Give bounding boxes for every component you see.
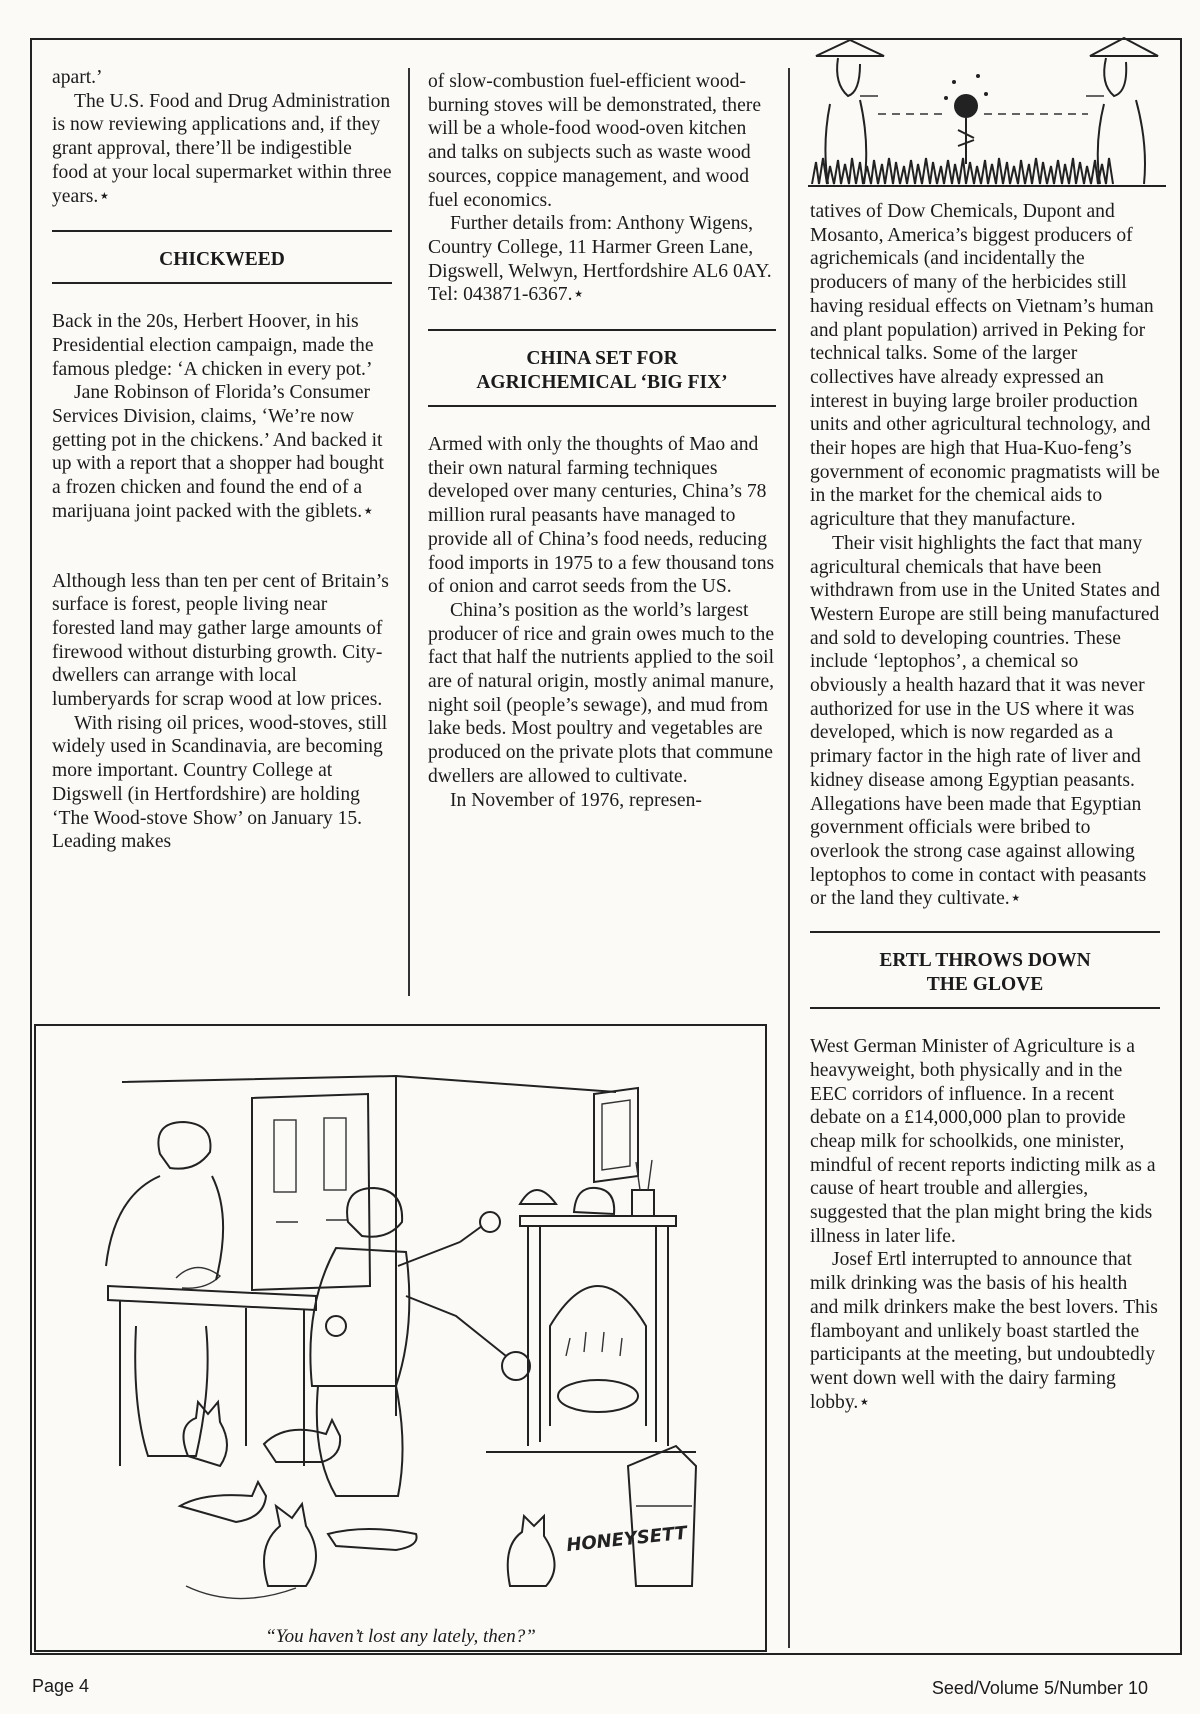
rule bbox=[428, 329, 776, 331]
paragraph-fda: The U.S. Food and Drug Administration is now reviewing applications and, if they grant approval, there’ll be indigestible food at your local supermarket within three years.⋆ bbox=[52, 90, 392, 207]
peasants-illustration bbox=[808, 34, 1168, 204]
column-rule-2 bbox=[788, 68, 790, 1648]
column-2 bbox=[428, 70, 776, 812]
table bbox=[108, 1267, 316, 1466]
ceiling-line bbox=[122, 1076, 616, 1092]
paragraph-ertl-2: Josef Ertl interrupted to announce that milk drinking was the basis of his health and milk drinkers make the best lovers. This flamboyant and unlikely boast startled the participants at the meeting, but undoubtedly went down well with the dairy farming lobby.⋆ bbox=[810, 1249, 1158, 1413]
mantel-ornaments bbox=[520, 1160, 654, 1216]
rule bbox=[52, 230, 392, 232]
ertl-heading-line-1: ERTL THROWS DOWN bbox=[879, 950, 1091, 972]
paragraph-visit: Their visit highlights the fact that many agricultural chemicals that have been withdrawn from use in the United States and Western Europe are still being manufactured and sold to developing countries. These include ‘leptophos’, a chemical so obviously a health hazard that it was never authorized for use in the US where it was developed, which is now regarded as a primary factor in the high rate of liver and kidney disease among Egyptian peasants. Allegations have been made that Egyptian government officials were bribed to overlook the strong case against allowing leptophos to come in contact with peasants or the land they cultivate.⋆ bbox=[810, 532, 1160, 910]
paragraph-oil: With rising oil prices, wood-stoves, still widely used in Scandinavia, are becoming more important. Country College at Digswell (in Hertfordshire) are holding ‘The Wood-stove Show’ on January 15. Leading makes bbox=[52, 712, 388, 853]
dead-plant bbox=[944, 74, 988, 164]
rule bbox=[810, 931, 1160, 933]
grass bbox=[812, 158, 1113, 184]
paragraph-forest: Although less than ten per cent of Britain’s surface is forest, people living near forested land may gather large amounts of firewood without disturbing growth. City-dwellers can arrange with local lumberyards for scrap wood at low prices. bbox=[52, 570, 389, 711]
door bbox=[252, 1094, 370, 1290]
paragraph-mao: Armed with only the thoughts of Mao and their own natural farming techniques developed over many centuries, China’s 78 million rural peasants have managed to provide all of China’s food needs, reducing food imports in 1975 to a few thousand tons of onion and carrot seeds from the US. bbox=[428, 434, 775, 598]
cartoon-drawing bbox=[36, 1026, 765, 1616]
column-rule-1 bbox=[408, 68, 410, 996]
paragraph-rice: China’s position as the world’s largest producer of rice and grain owes much to the fact that half the nutrients applied to the soil are of natural origin, mostly animal manure, night soil (people’s sewage), and mud from lake beds. Most poultry and vegetables are produced on the private plots that commune dwellers are allowed to cultivate. bbox=[428, 599, 775, 787]
paragraph-november: In November of 1976, represen- bbox=[450, 789, 702, 811]
ertl-heading-line-2: THE GLOVE bbox=[926, 974, 1044, 996]
cartoon bbox=[34, 1024, 767, 1652]
chickweed-heading: CHICKWEED bbox=[159, 249, 285, 271]
paragraph-details: Further details from: Anthony Wigens, Country College, 11 Harmer Green Lane, Digswell, Welwyn, Hertfordshire AL6 0AY. Tel: 043871-6367.⋆ bbox=[428, 213, 772, 306]
woman-center bbox=[310, 1188, 530, 1496]
right-peasant bbox=[1086, 38, 1158, 184]
ertl-heading bbox=[810, 949, 1160, 997]
page-number: Page 4 bbox=[32, 1676, 90, 1696]
column-1 bbox=[52, 66, 392, 854]
cats bbox=[180, 1402, 555, 1599]
china-heading-line-2: AGRICHEMICAL ‘BIG FIX’ bbox=[476, 372, 728, 394]
column-3 bbox=[810, 200, 1160, 1414]
wall-picture bbox=[594, 1088, 638, 1182]
paragraph-hoover: Back in the 20s, Herbert Hoover, in his Presidential election campaign, made the famous pledge: ‘A chicken in every pot.’ bbox=[52, 311, 374, 380]
fireplace bbox=[486, 1216, 696, 1452]
cartoon-caption: “You haven’t lost any lately, then?” bbox=[265, 1626, 536, 1647]
paragraph-dow: tatives of Dow Chemicals, Dupont and Mosanto, America’s biggest producers of agrichemicals (and incidentally the producers of many of the herbicides still having residual effects on Vietnam’s human and plant population) arrived in Peking for technical talks. Some of the larger collectives have already expressed an interest in buying large broiler production units and other agricultural technology, and their hopes are high that Hua-Kuo-feng’s government of economic pragmatists will be in the market for the chemical aids to agriculture that they manufacture. bbox=[810, 201, 1160, 531]
paragraph-stoves: of slow-combustion fuel-efficient wood-burning stoves will be demonstrated, there will be a whole-food wood-oven kitchen and talks on subjects such as waste wood sources, coppice management, and wood fuel economics. bbox=[428, 71, 762, 211]
china-heading-line-1: CHINA SET FOR bbox=[526, 348, 678, 370]
coal-scuttle bbox=[628, 1446, 696, 1586]
issue-info: Seed/Volume 5/Number 10 bbox=[931, 1678, 1148, 1698]
paragraph-jane: Jane Robinson of Florida’s Consumer Services Division, claims, ‘We’re now getting pot in the chickens.’ And backed it up with a report that a shopper had bought a frozen chicken and found the end of a marijuana joint packed with the giblets.⋆ bbox=[52, 382, 384, 522]
china-heading bbox=[428, 347, 776, 395]
paragraph-apart: apart.’ bbox=[52, 67, 103, 88]
paragraph-ertl-1: West German Minister of Agriculture is a heavyweight, both physically and in the EEC corridors of influence. In a recent debate on a £14,000,000 plan to provide cheap milk for schoolkids, one minister, mindful of recent reports indicting milk as a cause of heart trouble and allergies, suggested that the plan might bring the kids illness in later life. bbox=[810, 1036, 1156, 1247]
cartoon-signature: HONEYSETT bbox=[565, 1522, 688, 1557]
